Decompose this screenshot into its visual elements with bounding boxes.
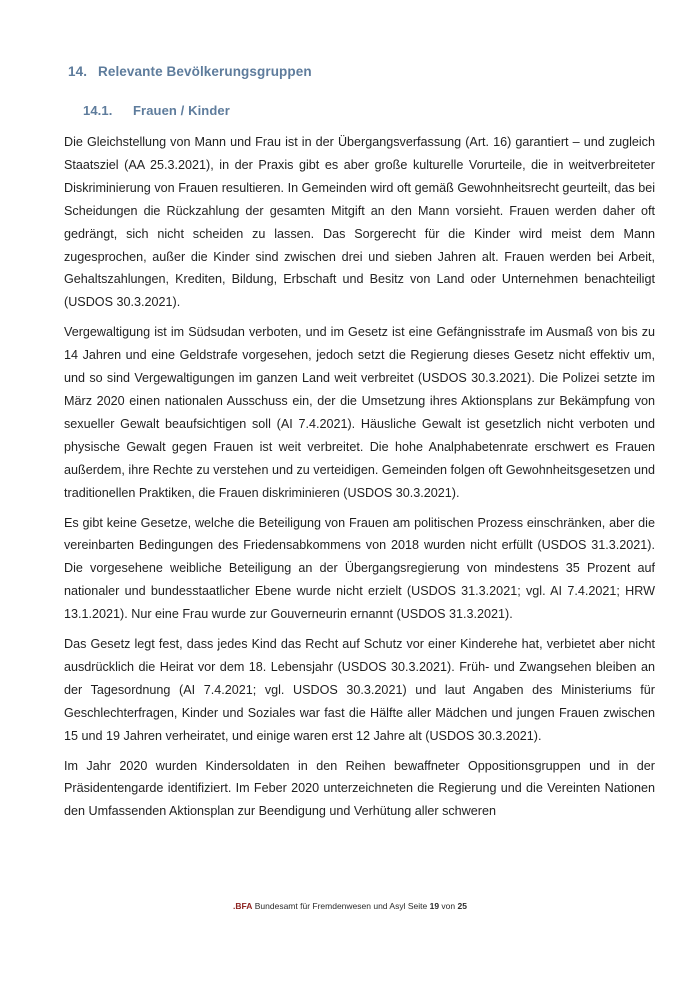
subsection-number: 14.1. [83,103,113,118]
paragraph-4: Das Gesetz legt fest, dass jedes Kind das Recht auf Schutz vor einer Kinderehe hat, verbietet aber nicht ausdrücklich die Heirat vor dem 18. Lebensjahr (USDOS 30.3.2021). Früh- und Zwangsehen bleiben an der Tagesordnung (AI 7.4.2021; vgl. USDOS 30.3.2021) und laut Angaben des Ministeriums für Geschlechterfragen, Kinder und Soziales war fast die Hälfte aller Mädchen und jungen Frauen zwischen 15 und 19 Jahren verheiratet, und einige waren erst 12 Jahre alt (USDOS 30.3.2021). [64,637,655,743]
paragraph-1: Die Gleichstellung von Mann und Frau ist in der Übergangsverfassung (Art. 16) garantiert – und zugleich Staatsziel (AA 25.3.2021), in der Praxis gibt es aber große kulturelle Vorurteile, die in weitverbreiteter Diskriminierung von Frauen resultieren. In Gemeinden wird oft gemäß Gewohnheitsrecht geurteilt, das bei Scheidungen die Rückzahlung der gesamten Mitgift an den Mann vorsieht. Frauen werden daher oft gedrängt, sich nicht scheiden zu lassen. Das Sorgerecht für die Kinder wird meist dem Mann zugesprochen, außer die Kinder sind zwischen drei und sieben Jahren alt. Frauen werden bei Arbeit, Gehaltszahlungen, Krediten, Bildung, Erbschaft und Besitz von Land oder Unternehmen benachteiligt (USDOS 30.3.2021). [64,135,655,310]
footer-von-label: von [439,901,458,911]
section-heading [68,63,655,80]
paragraph-5: Im Jahr 2020 wurden Kindersoldaten in den Reihen bewaffneter Oppositionsgruppen und in der Präsidentengarde identifiziert. Im Feber 2020 unterzeichneten die Regierung und die Vereinten Nationen den Umfassenden Aktionsplan zur Beendigung und Verhütung aller schweren [64,758,655,819]
bfa-logo: .BFA [233,901,253,911]
footer-page-total: 25 [457,901,467,911]
subsection-title: Frauen / Kinder [133,103,230,118]
section-number: 14. [68,64,88,79]
paragraph-3: Es gibt keine Gesetze, welche die Beteiligung von Frauen am politischen Prozess einschränken, aber die vereinbarten Bedingungen des Friedensabkommens von 2018 wurden nicht erfüllt (USDOS 31.3.2021). Die vorgesehene weibliche Beteiligung an der Übergangsregierung von mindestens 35 Prozent auf nationaler und bundesstaatlicher Ebene wurde nicht erzielt (USDOS 31.3.2021; vgl. AI 7.4.2021; HRW 13.1.2021). Nur eine Frau wurde zur Gouverneurin ernannt (USDOS 31.3.2021). [64,515,655,622]
subsection-heading [83,103,655,119]
footer-org-text: Bundesamt für Fremdenwesen und Asyl [252,901,408,911]
footer-page-label: Seite [407,901,430,911]
paragraph-2: Vergewaltigung ist im Südsudan verboten, und im Gesetz ist eine Gefängnisstrafe im Ausmaß von bis zu 14 Jahren und eine Geldstrafe vorgesehen, jedoch setzt die Regierung dieses Gesetz nicht effektiv um, und so sind Vergewaltigungen im ganzen Land weit verbreitet (USDOS 30.3.2021). Die Polizei setzte im März 2020 einen nationalen Ausschuss ein, der die Umsetzung ihres Aktionsplans zur Bekämpfung von sexueller Gewalt beaufsichtigen soll (AI 7.4.2021). Häusliche Gewalt ist gesetzlich nicht verboten und physische Gewalt gegen Frauen ist weit verbreitet. Die hohe Analphabetenrate erschwert es Frauen außerdem, ihre Rechte zu verstehen und zu verteidigen. Gemeinden folgen oft Gewohnheitsgesetzen und traditionellen Praktiken, die Frauen diskriminieren (USDOS 30.3.2021). [64,325,655,500]
section-title: Relevante Bevölkerungsgruppen [98,64,312,79]
page-footer [0,900,700,912]
footer-page-number: 19 [429,901,440,911]
body-text [64,131,655,823]
